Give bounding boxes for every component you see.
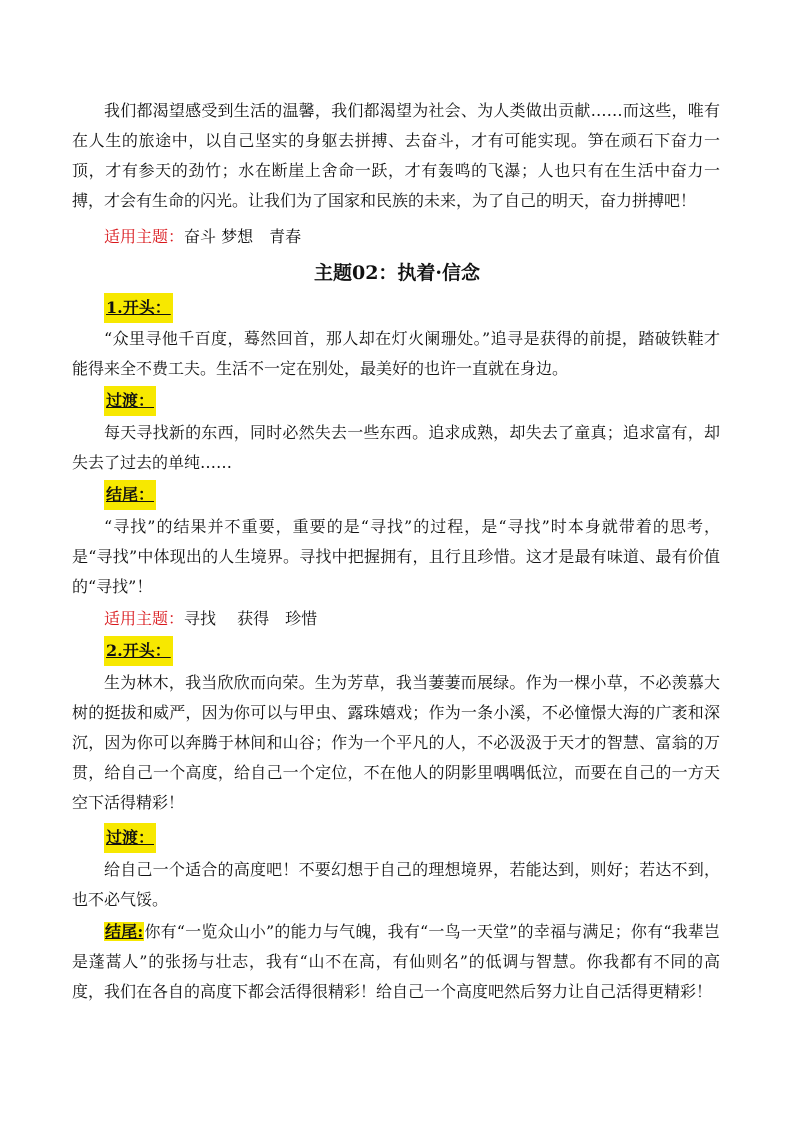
block1-theme-line — [104, 604, 317, 634]
transition-paragraph-1: 每天寻找新的东西，同时必然失去一些东西。追求成熟，却失去了童真；追求富有，却失去了过去的单纯…… — [72, 423, 720, 472]
theme-values: 寻找 获得 珍惜 — [184, 609, 318, 628]
section-title: 主题02：执着·信念 — [313, 262, 481, 284]
intro-paragraph: 我们都渴望感受到生活的温馨，我们都渴望为社会、为人类做出贡献……而这些，唯有在人生的旅途中，以自己坚实的身躯去拼搏、去奋斗，才有可能实现。笋在顽石下奋力一顶，才有参天的劲竹；水在断崖上舍命一跃，才有轰鸣的飞瀑；人也只有在生活中奋力一搏，才会有生命的闪光。让我们为了国家和民族的未来，为了自己的明天，奋力拼搏吧！ — [72, 101, 720, 210]
opening-label-1: 1.开头： — [104, 293, 173, 323]
opening-label-2: 2.开头： — [104, 636, 173, 666]
intro-theme-line — [104, 222, 301, 252]
transition-label-1: 过渡： — [104, 386, 156, 416]
opening-paragraph-2: 生为林木，我当欣欣而向荣。生为芳草，我当萋萋而展绿。作为一棵小草，不必羡慕大树的挺拔和威严，因为你可以与甲虫、露珠嬉戏；作为一条小溪，不必憧憬大海的广袤和深沉，因为你可以奔腾于林间和山谷；作为一个平凡的人，不必汲汲于天才的智慧、富翁的万贯，给自己一个高度，给自己一个定位，不在他人的阴影里喁喁低泣，而要在自己的一方天空下活得精彩！ — [72, 673, 720, 812]
transition-paragraph-2: 给自己一个适合的高度吧！不要幻想于自己的理想境界，若能达到，则好；若达不到，也不必气馁。 — [72, 860, 720, 909]
transition-label-2: 过渡： — [104, 823, 156, 853]
ending-paragraph-2 — [72, 917, 720, 1007]
theme-label: 适用主题： — [104, 227, 185, 246]
ending-label-2: 结尾: — [105, 922, 144, 941]
ending-paragraph-1: “寻找”的结果并不重要，重要的是“寻找”的过程，是“寻找”时本身就带着的思考，是“寻找”中体现出的人生境界。寻找中把握拥有，且行且珍惜。这才是最有味道、最有价值的“寻找”！ — [72, 517, 720, 596]
ending-label-1: 结尾： — [104, 480, 156, 510]
theme-values: 奋斗 梦想 青春 — [184, 227, 302, 246]
theme-label: 适用主题： — [104, 609, 185, 628]
ending-text-2: 你有“一览众山小”的能力与气魄，我有“一鸟一天堂”的幸福与满足；你有“我辈岂是蓬蒿人”的张扬与壮志，我有“山不在高，有仙则名”的低调与智慧。你我都有不同的高度，我们在各自的高度下都会活得很精彩！给自己一个高度吧然后努力让自己活得更精彩！ — [72, 922, 720, 1001]
opening-paragraph-1: “众里寻他千百度，蓦然回首，那人却在灯火阑珊处。”追寻是获得的前提，踏破铁鞋才能得来全不费工夫。生活不一定在别处，最美好的也许一直就在身边。 — [72, 329, 720, 378]
